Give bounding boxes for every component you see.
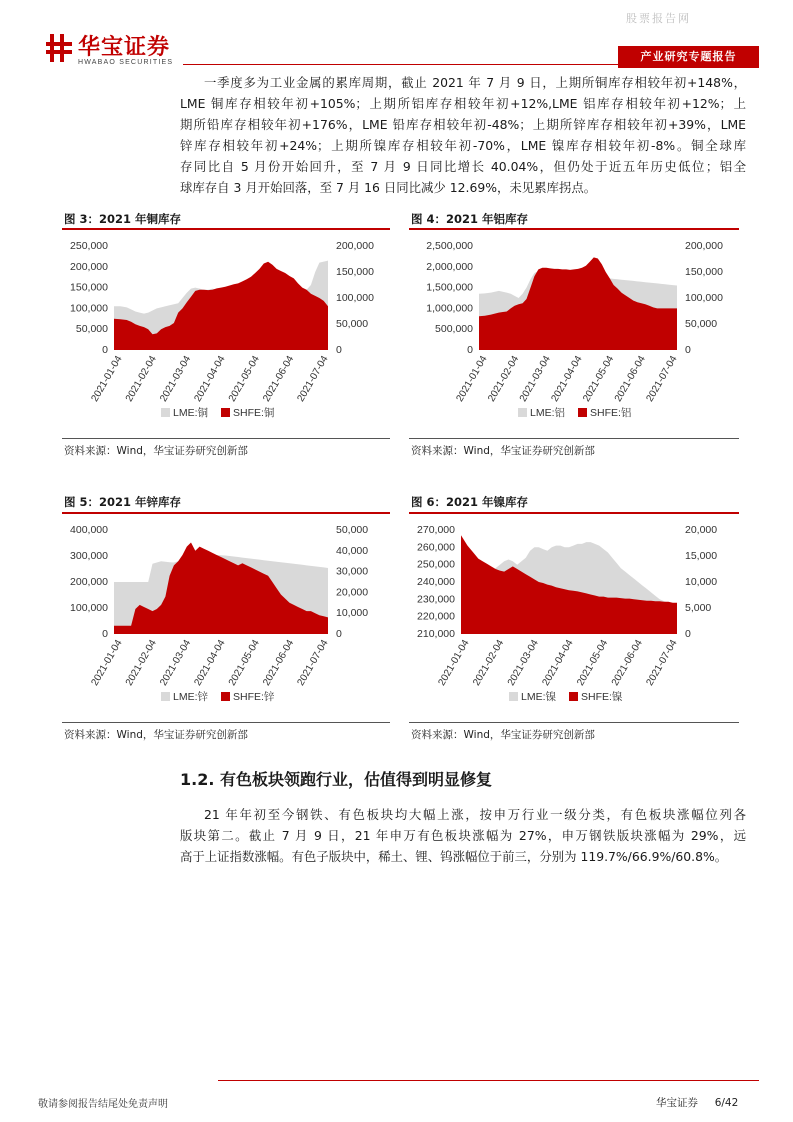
- paragraph-line: 锌库存相较年初+24%；上期所镍库存相较年初-70%，LME 镍库存相较年初-8%。铜全球库: [180, 138, 746, 153]
- logo-english-text: HWABAO SECURITIES: [78, 59, 174, 66]
- left-axis-tick-label: 50,000: [75, 323, 108, 336]
- right-axis-tick-label: 0: [685, 628, 691, 640]
- x-axis-tick-label: 2021-01-04: [89, 354, 125, 404]
- section-heading: 1.2. 有色板块领跑行业，估值得到明显修复: [180, 770, 492, 789]
- left-axis-tick-label: 210,000: [417, 628, 455, 640]
- paragraph-line: 21 年年初至今钢铁、有色板块均大幅上涨，按申万行业一级分类，有色板块涨幅位列各: [204, 807, 746, 822]
- legend-label: LME:锌: [173, 691, 209, 703]
- x-axis-tick-label: 2021-01-04: [89, 638, 125, 688]
- footer-rule: [218, 1080, 759, 1081]
- chart-nickel-inventory: [409, 516, 739, 716]
- figure-3-bottom-rule: [62, 438, 390, 439]
- x-axis-tick-label: 2021-06-04: [261, 354, 297, 404]
- legend-swatch: [221, 692, 230, 701]
- paragraph-2: [180, 804, 746, 867]
- right-axis-tick-label: 15,000: [685, 550, 718, 562]
- legend-swatch: [509, 692, 518, 701]
- x-axis-tick-label: 2021-04-04: [192, 638, 228, 688]
- right-axis-tick-label: 150,000: [336, 266, 374, 278]
- left-axis-tick-label: 150,000: [70, 281, 108, 294]
- x-axis-tick-label: 2021-06-04: [609, 638, 645, 688]
- legend-swatch: [569, 692, 578, 701]
- left-axis-tick-label: 100,000: [70, 302, 108, 315]
- chart-aluminum-inventory: [409, 232, 739, 432]
- legend-label: SHFE:锌: [233, 691, 275, 703]
- legend-swatch: [161, 408, 170, 417]
- left-axis-tick-label: 250,000: [417, 558, 455, 571]
- figure-4-bottom-rule: [409, 438, 739, 439]
- figure-3-title: 图 3：2021 年铜库存: [64, 212, 182, 226]
- right-axis-tick-label: 20,000: [685, 524, 718, 536]
- legend-label: SHFE:铝: [590, 407, 632, 419]
- right-axis-tick-label: 0: [685, 344, 691, 356]
- legend-swatch: [161, 692, 170, 701]
- right-axis-tick-label: 5,000: [685, 602, 712, 614]
- logo-text: 华宝证券: [78, 35, 171, 60]
- right-axis-tick-label: 30,000: [336, 565, 369, 578]
- x-axis-tick-label: 2021-01-04: [436, 638, 472, 688]
- right-axis-tick-label: 50,000: [336, 524, 369, 536]
- paragraph-1: [180, 72, 746, 198]
- header-rule: [183, 64, 618, 65]
- right-axis-tick-label: 0: [336, 628, 342, 640]
- left-axis-tick-label: 0: [467, 344, 473, 356]
- x-axis-tick-label: 2021-04-04: [540, 638, 576, 688]
- footer-disclaimer: 敬请参阅报告结尾处免责声明: [38, 1099, 168, 1110]
- x-axis-tick-label: 2021-05-04: [226, 354, 262, 404]
- left-axis-tick-label: 500,000: [435, 323, 473, 336]
- left-axis-tick-label: 0: [102, 344, 108, 356]
- x-axis-tick-label: 2021-02-04: [471, 638, 507, 688]
- right-axis-tick-label: 10,000: [685, 576, 718, 588]
- figure-3-top-rule: [62, 228, 390, 230]
- x-axis-tick-label: 2021-05-04: [575, 638, 611, 688]
- figure-5-top-rule: [62, 512, 390, 514]
- paragraph-line: 高于上证指数涨幅。有色子版块中，稀土、锂、钨涨幅位于前三，分别为 119.7%/66.9%/60.8%。: [180, 849, 728, 864]
- right-axis-tick-label: 20,000: [336, 586, 369, 599]
- left-axis-tick-label: 0: [102, 628, 108, 640]
- paragraph-line: 存同比自 5 月份开始回升，至 7 月 9 日同比增长 40.04%，但仍处于近五年历史低位；铝全: [180, 159, 746, 174]
- figure-5-bottom-rule: [62, 722, 390, 723]
- x-axis-tick-label: 2021-04-04: [192, 354, 228, 404]
- figure-5-title: 图 5：2021 年锌库存: [64, 495, 182, 509]
- left-axis-tick-label: 200,000: [70, 260, 108, 273]
- x-axis-tick-label: 2021-07-04: [295, 638, 331, 688]
- paragraph-line: 版块第二。截止 7 月 9 日，21 年申万有色板块涨幅为 27%，申万钢铁版块涨幅为 29%，远: [180, 828, 746, 843]
- figure-6-title: 图 6：2021 年镍库存: [411, 495, 529, 509]
- paragraph-line: 期所铅库存相较年初+176%，LME 铅库存相较年初-48%；上期所锌库存相较年初+39%，LME: [180, 117, 746, 132]
- x-axis-tick-label: 2021-07-04: [295, 354, 331, 404]
- right-axis-tick-label: 100,000: [685, 292, 723, 304]
- left-axis-tick-label: 1,500,000: [426, 281, 473, 294]
- x-axis-tick-label: 2021-01-04: [454, 354, 490, 404]
- x-axis-tick-label: 2021-03-04: [517, 354, 553, 404]
- left-axis-tick-label: 1,000,000: [426, 302, 473, 315]
- left-axis-tick-label: 300,000: [70, 550, 108, 562]
- left-axis-tick-label: 2,500,000: [426, 240, 473, 252]
- paragraph-line: 球库存自 3 月开始回落，至 7 月 16 日同比减少 12.69%，未见累库拐点。: [180, 180, 597, 195]
- right-axis-tick-label: 100,000: [336, 292, 374, 304]
- x-axis-tick-label: 2021-02-04: [486, 354, 522, 404]
- left-axis-tick-label: 220,000: [417, 610, 455, 623]
- x-axis-tick-label: 2021-02-04: [123, 354, 159, 404]
- logo-mark-icon: [46, 32, 74, 64]
- legend-label: SHFE:铜: [233, 407, 275, 419]
- company-logo: [46, 30, 196, 70]
- right-axis-tick-label: 50,000: [685, 318, 718, 330]
- figure-6-bottom-rule: [409, 722, 739, 723]
- legend-label: LME:铜: [173, 407, 209, 419]
- x-axis-tick-label: 2021-07-04: [644, 354, 680, 404]
- figure-4-title: 图 4：2021 年铝库存: [411, 212, 529, 226]
- x-axis-tick-label: 2021-06-04: [612, 354, 648, 404]
- series-area-shfe: [114, 262, 328, 350]
- legend-swatch: [578, 408, 587, 417]
- right-axis-tick-label: 200,000: [336, 240, 374, 252]
- left-axis-tick-label: 230,000: [417, 593, 455, 606]
- x-axis-tick-label: 2021-05-04: [226, 638, 262, 688]
- right-axis-tick-label: 200,000: [685, 240, 723, 252]
- footer-page-number: 6/42: [714, 1097, 739, 1109]
- footer-page-info: [656, 1095, 738, 1110]
- right-axis-tick-label: 0: [336, 344, 342, 356]
- figure-6-source: 资料来源：Wind，华宝证券研究创新部: [411, 729, 595, 741]
- x-axis-tick-label: 2021-03-04: [158, 354, 194, 404]
- left-axis-tick-label: 260,000: [417, 541, 455, 554]
- figure-5-source: 资料来源：Wind，华宝证券研究创新部: [64, 729, 248, 741]
- x-axis-tick-label: 2021-04-04: [549, 354, 585, 404]
- x-axis-tick-label: 2021-06-04: [261, 638, 297, 688]
- x-axis-tick-label: 2021-03-04: [505, 638, 541, 688]
- left-axis-tick-label: 250,000: [70, 240, 108, 252]
- legend-label: LME:镍: [521, 691, 557, 703]
- left-axis-tick-label: 270,000: [417, 524, 455, 536]
- right-axis-tick-label: 40,000: [336, 544, 369, 557]
- figure-6-top-rule: [409, 512, 739, 514]
- paragraph-line: 一季度多为工业金属的累库周期，截止 2021 年 7 月 9 日，上期所铜库存相较年初+148%，: [204, 75, 746, 90]
- figure-4-source: 资料来源：Wind，华宝证券研究创新部: [411, 445, 595, 457]
- right-axis-tick-label: 150,000: [685, 266, 723, 278]
- x-axis-tick-label: 2021-03-04: [158, 638, 194, 688]
- x-axis-tick-label: 2021-02-04: [123, 638, 159, 688]
- right-axis-tick-label: 10,000: [336, 607, 369, 620]
- left-axis-tick-label: 2,000,000: [426, 260, 473, 273]
- chart-zinc-inventory: [62, 516, 390, 716]
- figure-3-source: 资料来源：Wind，华宝证券研究创新部: [64, 445, 248, 457]
- legend-label: SHFE:镍: [581, 691, 623, 703]
- watermark: 股票报告网: [626, 12, 691, 25]
- figure-4-top-rule: [409, 228, 739, 230]
- left-axis-tick-label: 240,000: [417, 576, 455, 588]
- left-axis-tick-label: 100,000: [70, 602, 108, 614]
- paragraph-line: LME 铜库存相较年初+105%；上期所铝库存相较年初+12%,LME 铝库存相较年初+12%；上: [180, 96, 746, 111]
- footer-company: 华宝证券: [656, 1097, 698, 1109]
- report-type-tag: 产业研究专题报告: [618, 46, 759, 68]
- legend-swatch: [221, 408, 230, 417]
- right-axis-tick-label: 50,000: [336, 318, 369, 330]
- legend-label: LME:铝: [530, 407, 566, 419]
- legend-swatch: [518, 408, 527, 417]
- left-axis-tick-label: 400,000: [70, 524, 108, 536]
- chart-copper-inventory: [62, 232, 390, 432]
- x-axis-tick-label: 2021-07-04: [644, 638, 680, 688]
- x-axis-tick-label: 2021-05-04: [581, 354, 617, 404]
- left-axis-tick-label: 200,000: [70, 576, 108, 588]
